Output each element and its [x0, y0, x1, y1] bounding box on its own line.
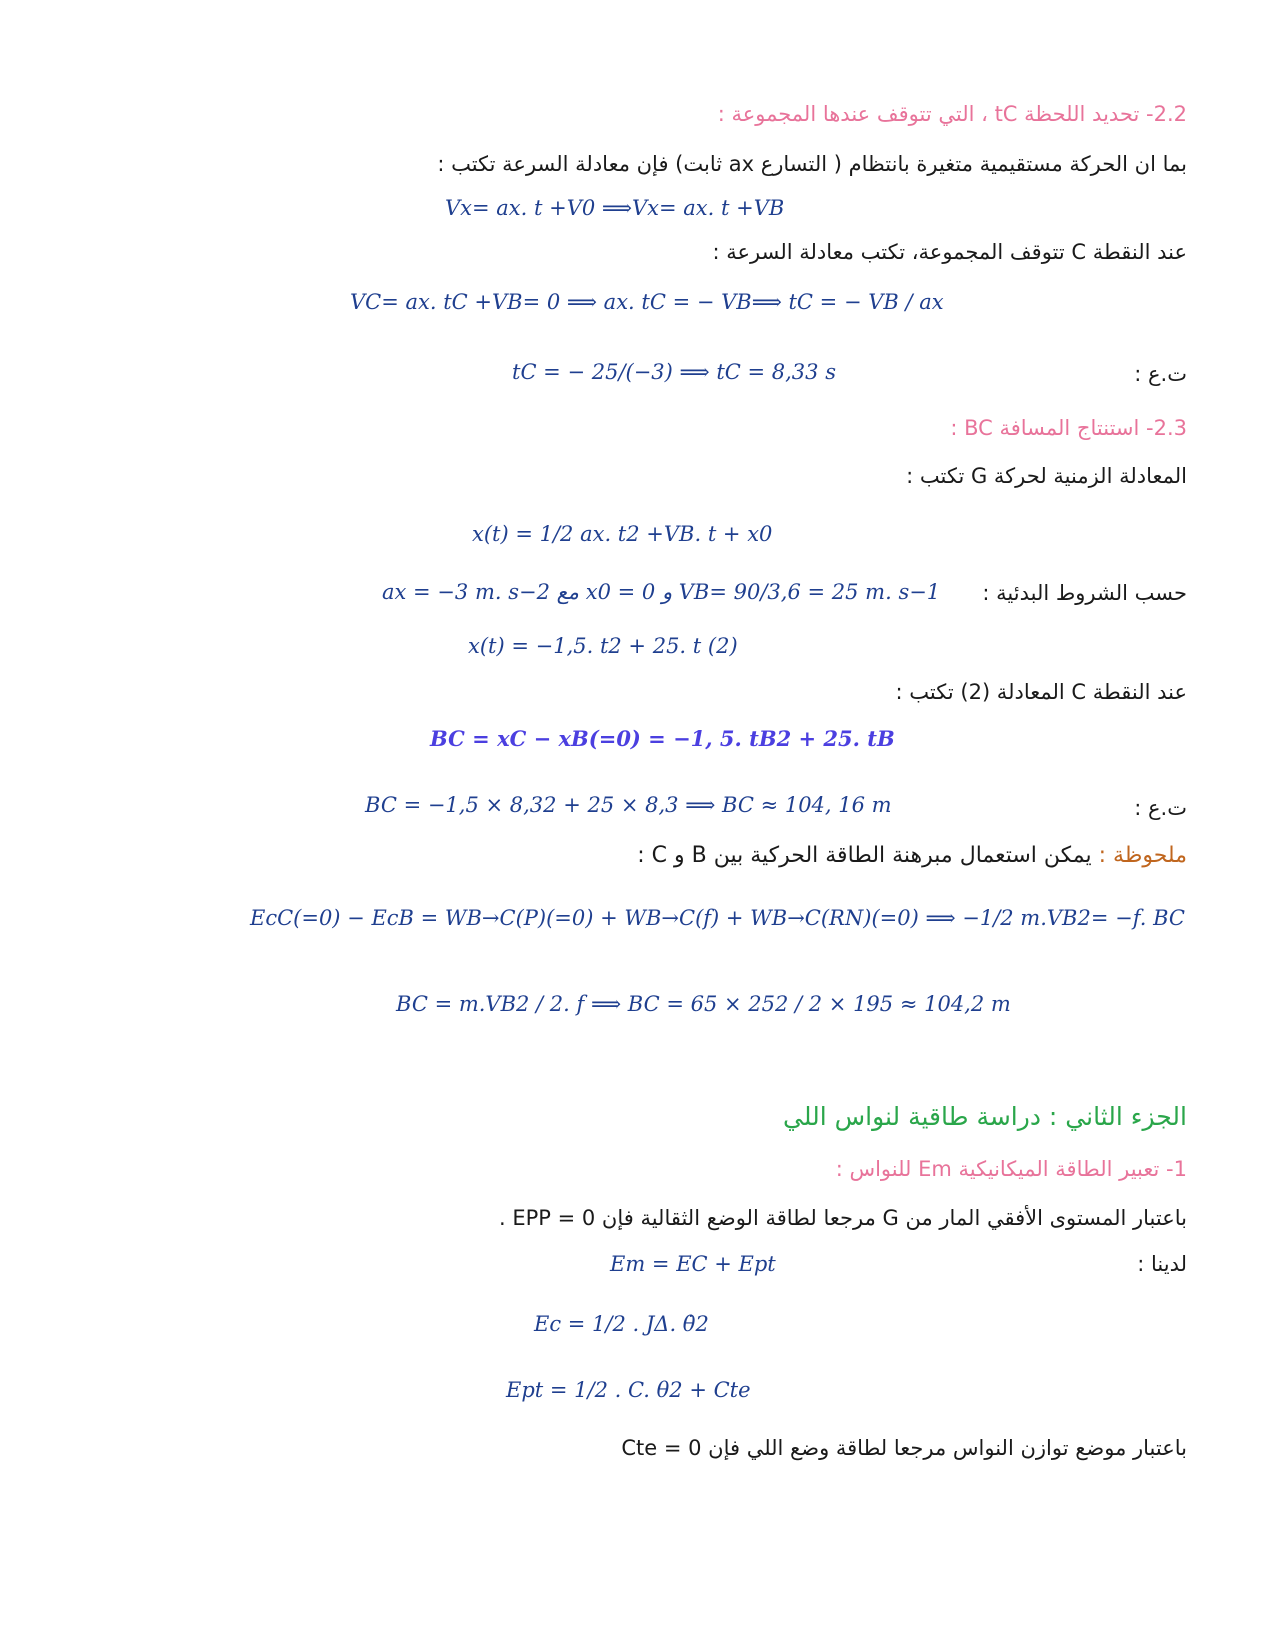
- initial-conditions-label: حسب الشروط البدئية :: [982, 581, 1187, 605]
- torsion-reference-text: باعتبار موضع توازن النواس مرجعا لطاقة وضع اللي فإن Cte = 0: [621, 1436, 1187, 1460]
- bc-energy-result: BC = m.VB2 / 2. f ⟹ BC = 65 × 252 / 2 × 195 ≈ 104,2 m: [396, 992, 1011, 1016]
- numeric-label-1: ت.ع :: [1134, 362, 1187, 386]
- section-2-2-title: 2.2- تحديد اللحظة tC ، التي تتوقف عندها المجموعة :: [717, 102, 1187, 126]
- distance-bc-equation: BC = xC − xB(=0) = −1, 5. tB2 + 25. tB: [430, 726, 895, 751]
- stop-time-equation: VC= ax. tC +VB= 0 ⟹ ax. tC = − VB⟹ tC = − VB / ax: [350, 290, 944, 314]
- stop-at-c-text: عند النقطة C تتوقف المجموعة، تكتب معادلة السرعة :: [712, 240, 1187, 264]
- time-equation-text: المعادلة الزمنية لحركة G تكتب :: [906, 464, 1187, 488]
- note-text: يمكن استعمال مبرهنة الطاقة الحركية بين B و C :: [637, 843, 1092, 868]
- position-equation-2: x(t) = −1,5. t2 + 25. t (2): [468, 634, 738, 658]
- part-two-title: الجزء الثاني : دراسة طاقية لنواس اللي: [782, 1102, 1187, 1131]
- note-line: [637, 843, 1187, 868]
- torsion-potential-energy-equation: Ept = 1/2 . C. θ2 + Cte: [506, 1378, 751, 1402]
- numeric-label-2: ت.ع :: [1134, 796, 1187, 820]
- section-2-3-title: 2.3- استنتاج المسافة BC :: [950, 416, 1187, 440]
- mechanical-energy-equation: Em = EC + Ept: [610, 1252, 776, 1276]
- kinetic-energy-equation: Ec = 1/2 . JΔ. θ̇2: [534, 1312, 709, 1336]
- kinetic-energy-theorem-equation: EcC(=0) − EcB = WB→C(P)(=0) + WB→C(f) + WB→C(RN)(=0) ⟹ −1/2 m.VB2= −f. BC: [250, 906, 1185, 930]
- distance-bc-value: BC = −1,5 × 8,32 + 25 × 8,3 ⟹ BC ≈ 104, 16 m: [365, 793, 892, 817]
- position-equation: x(t) = 1/2 ax. t2 +VB. t + x0: [472, 522, 773, 546]
- initial-conditions-equation: ax = −3 m. s−2 مع x0 = 0 و VB= 90/3,6 = 25 m. s−1: [382, 580, 941, 604]
- acceleration-intro: بما ان الحركة مستقيمية متغيرة بانتظام ( التسارع ax ثابت) فإن معادلة السرعة تكتب :: [437, 152, 1187, 176]
- mechanical-energy-title: 1- تعبير الطاقة الميكانيكية Em للنواس :: [835, 1157, 1187, 1181]
- gravity-reference-text: باعتبار المستوى الأفقي المار من G مرجعا لطاقة الوضع الثقالية فإن EPP = 0 .: [498, 1206, 1187, 1230]
- note-label: ملحوظة :: [1098, 843, 1187, 868]
- have-label: لدينا :: [1137, 1252, 1187, 1276]
- stop-time-value: tC = − 25/(−3) ⟹ tC = 8,33 s: [512, 360, 836, 384]
- velocity-equation: Vx= ax. t +V0 ⟹Vx= ax. t +VB: [445, 196, 785, 220]
- at-c-equation-text: عند النقطة C المعادلة (2) تكتب :: [895, 680, 1187, 704]
